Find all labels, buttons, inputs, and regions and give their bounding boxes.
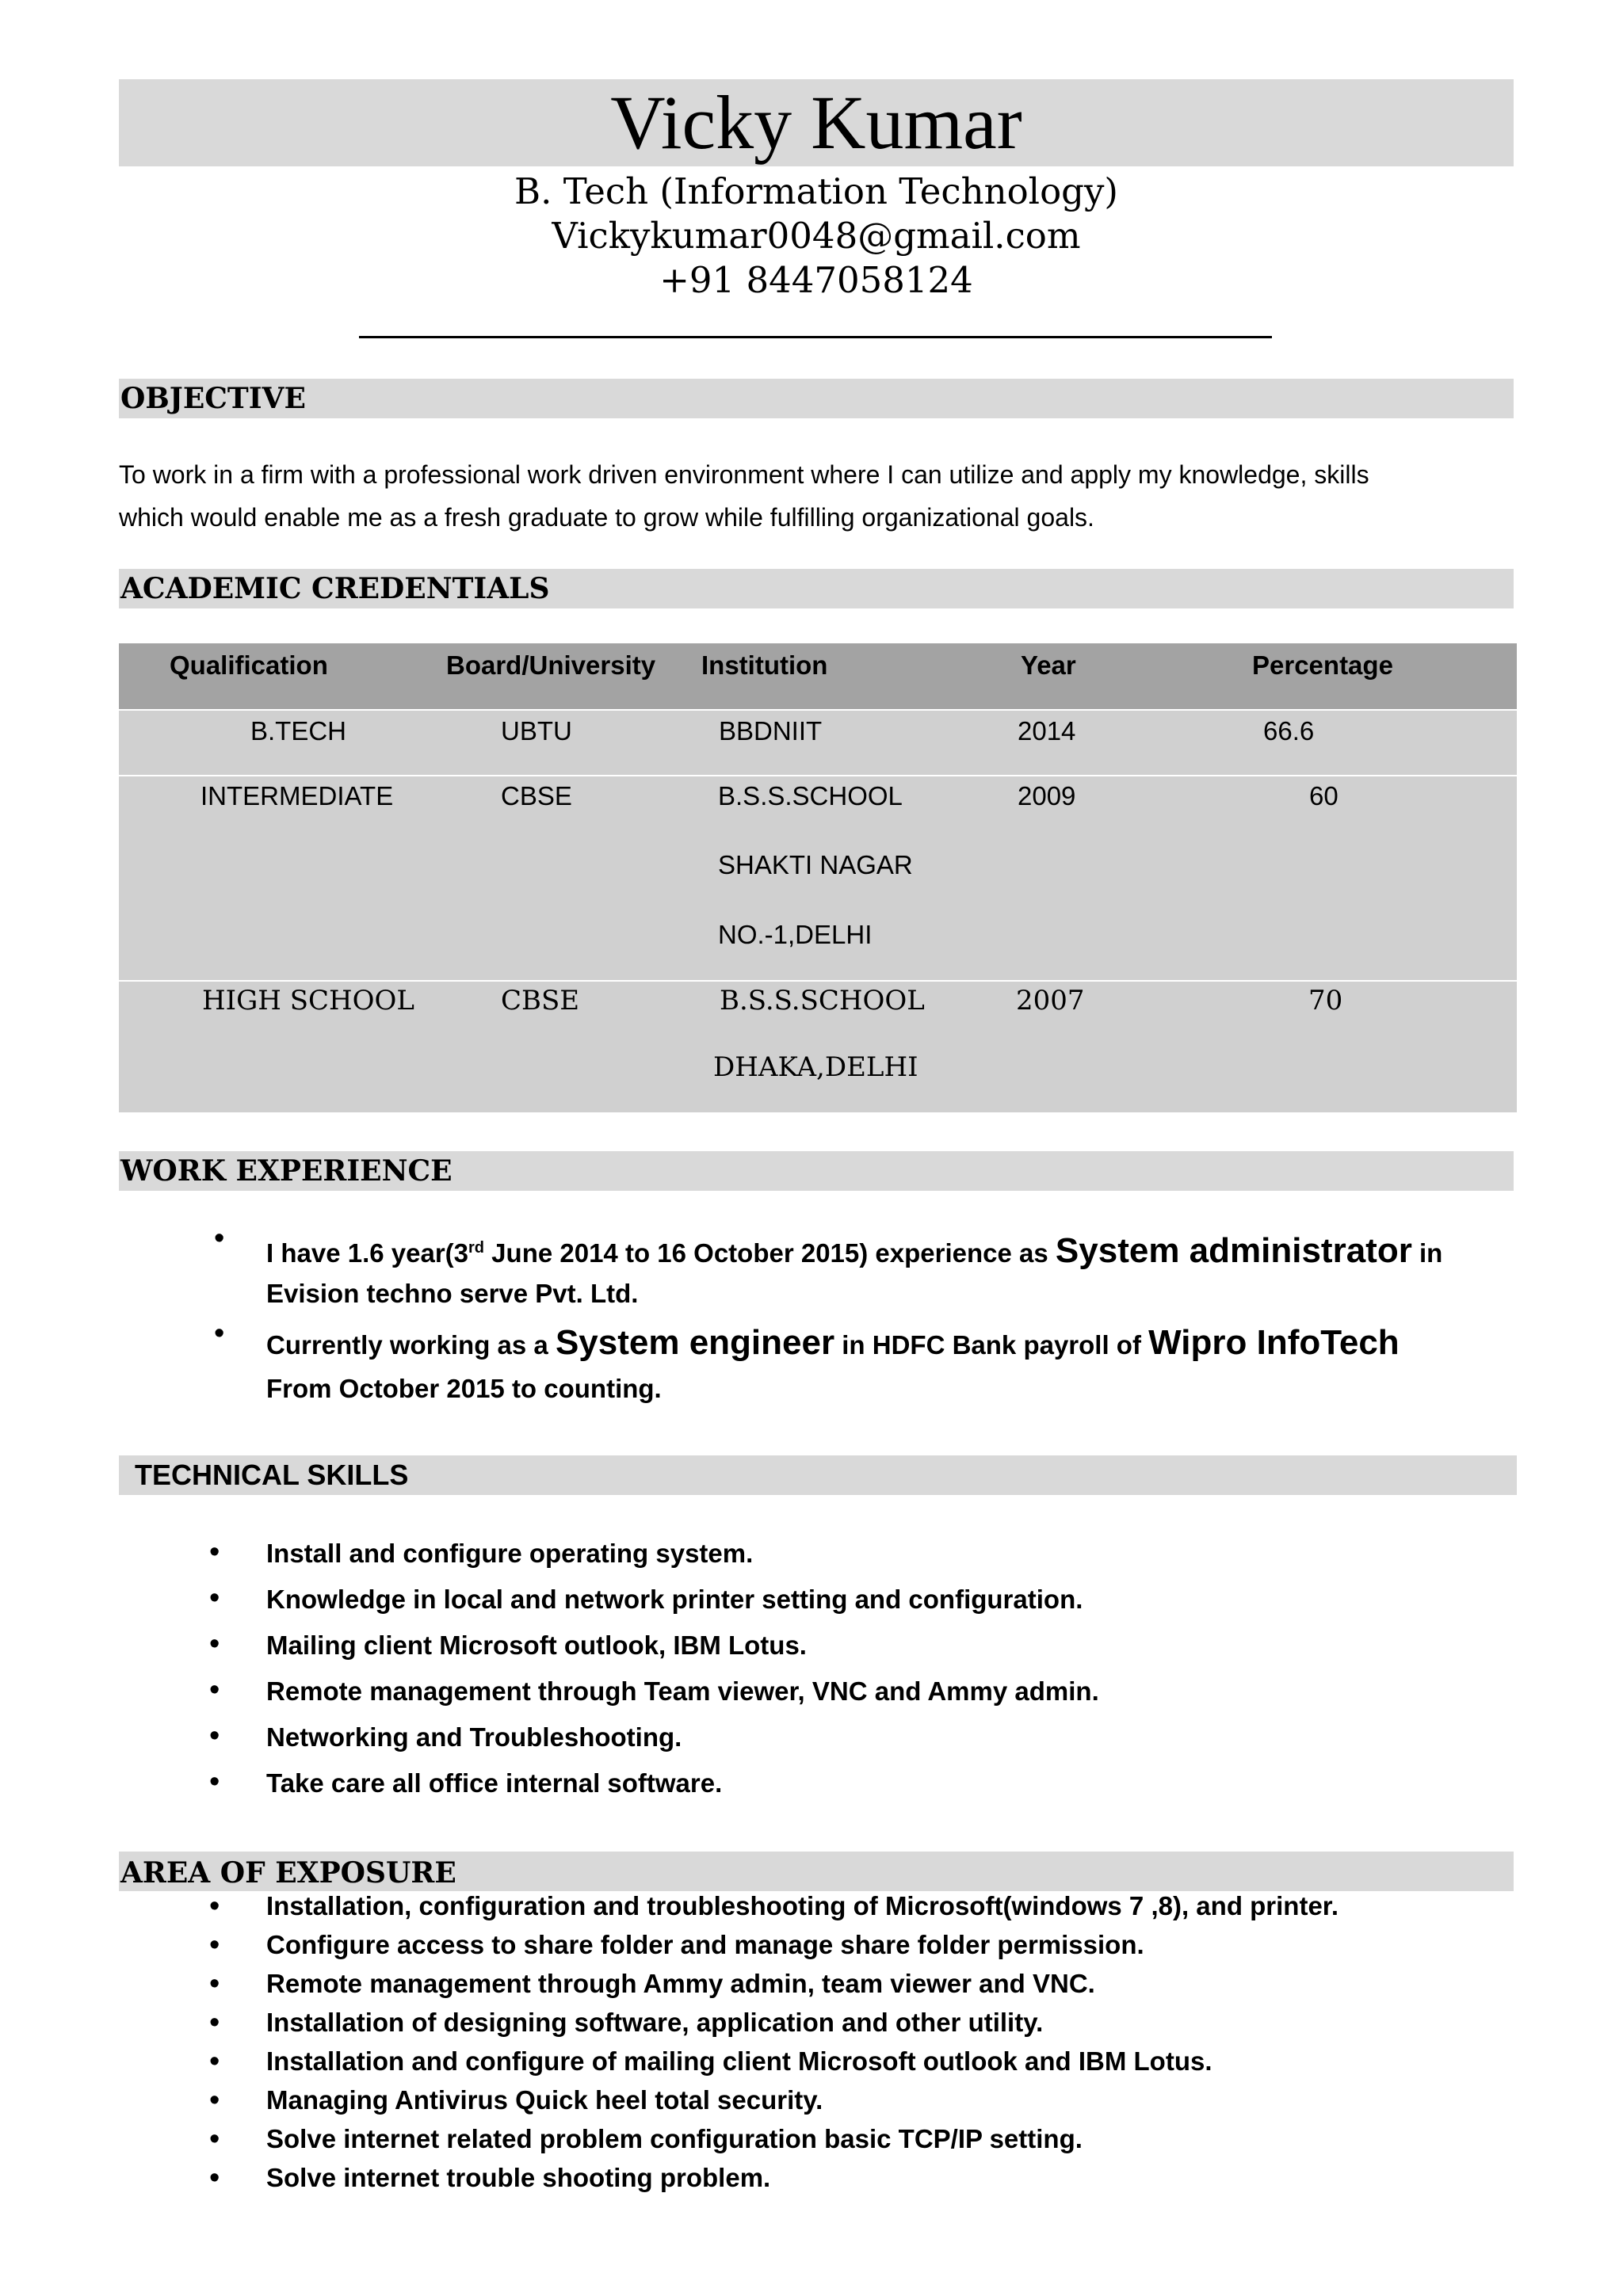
cell-percentage: 60 [1309, 781, 1338, 810]
exposure-item: • Configure access to share folder and manage share folder permission. [209, 1928, 1144, 1962]
work-item-1 [266, 1224, 1442, 1277]
academics-title: ACADEMIC CREDENTIALS [120, 572, 550, 605]
skills-item-text: Remote management through Team viewer, VNC and Ammy admin. [266, 1676, 1099, 1706]
work-item-2-role: System engineer [555, 1323, 835, 1362]
work-item-1-text: June 2014 to 16 October 2015) experience as [484, 1238, 1056, 1268]
cell-board: CBSE [501, 985, 580, 1016]
exposure-item-text: Installation and configure of mailing client Microsoft outlook and IBM Lotus. [266, 2046, 1212, 2076]
work-item-1-line-2: Evision techno serve Pvt. Ltd. [266, 1279, 639, 1308]
exposure-item-text: Installation of designing software, application and other utility. [266, 2008, 1044, 2037]
work-item-2-company: Wipro InfoTech [1148, 1323, 1400, 1362]
header-divider [359, 336, 1272, 338]
exposure-item: • Solve internet trouble shooting problem. [209, 2161, 771, 2195]
candidate-name: Vicky Kumar [610, 80, 1022, 165]
exposure-item: • Installation, configuration and troubleshooting of Microsoft(windows 7 ,8), and printer. [209, 1890, 1338, 1923]
cell-institution: SHAKTI NAGAR [718, 850, 913, 879]
col-year: Year [1021, 650, 1076, 680]
exposure-item-text: Configure access to share folder and manage share folder permission. [266, 1930, 1144, 1959]
exposure-item: • Installation of designing software, application and other utility. [209, 2006, 1044, 2039]
cell-board: CBSE [501, 781, 572, 810]
skills-item: • Remote management through Team viewer, VNC and Ammy admin. [209, 1673, 1099, 1707]
exposure-title: AREA OF EXPOSURE [120, 1856, 456, 1890]
cell-qualification: INTERMEDIATE [200, 781, 394, 810]
skills-item: • Install and configure operating system. [209, 1535, 754, 1569]
exposure-item-text: Remote management through Ammy admin, team viewer and VNC. [266, 1969, 1095, 1998]
cell-qualification: HIGH SCHOOL [202, 985, 414, 1016]
work-item-2 [266, 1319, 1400, 1369]
cell-institution: B.S.S.SCHOOL [720, 985, 925, 1016]
exposure-item-text: Solve internet related problem configuration basic TCP/IP setting. [266, 2124, 1083, 2153]
degree: B. Tech (Information Technology) [514, 170, 1118, 212]
skills-list [209, 1535, 1482, 1811]
work-item-2-text: Currently working as a [266, 1330, 556, 1360]
skills-item: • Networking and Troubleshooting. [209, 1719, 682, 1753]
work-item-2-text: in HDFC Bank payroll of [834, 1330, 1149, 1360]
phone: +91 8447058124 [659, 259, 973, 301]
cell-board: UBTU [501, 716, 572, 746]
skills-item: • Take care all office internal software. [209, 1765, 723, 1798]
cell-year: 2007 [1016, 985, 1085, 1016]
row-divider [119, 709, 1517, 711]
col-qualification: Qualification [170, 650, 328, 680]
email: Vickykumar0048@gmail.com [552, 215, 1081, 257]
exposure-item-text: Installation, configuration and troubleshooting of Microsoft(windows 7 ,8), and printer. [266, 1891, 1338, 1920]
cell-institution: BBDNIIT [719, 716, 823, 746]
skills-item: • Knowledge in local and network printer setting and configuration. [209, 1581, 1083, 1615]
cell-institution: NO.-1,DELHI [718, 920, 873, 949]
work-item-1-text: in [1411, 1238, 1443, 1268]
exposure-item: • Solve internet related problem configuration basic TCP/IP setting. [209, 2122, 1083, 2156]
work-item-1-sup: rd [468, 1239, 485, 1257]
col-percentage: Percentage [1252, 650, 1393, 680]
work-item-1-text: I have 1.6 year(3 [266, 1238, 469, 1268]
cell-year: 2009 [1018, 781, 1076, 810]
exposure-list [209, 1890, 1498, 2200]
work-item-2-line-2: From October 2015 to counting. [266, 1374, 662, 1403]
work-item-1-bullet: • [214, 1222, 225, 1255]
objective-title: OBJECTIVE [120, 382, 306, 415]
skills-item-text: Knowledge in local and network printer setting and configuration. [266, 1585, 1083, 1614]
cell-qualification: B.TECH [250, 716, 347, 746]
exposure-item: • Managing Antivirus Quick heel total security. [209, 2084, 823, 2117]
work-item-2-bullet: • [214, 1317, 225, 1350]
skills-title: TECHNICAL SKILLS [135, 1459, 409, 1491]
exposure-item: • Remote management through Ammy admin, team viewer and VNC. [209, 1967, 1095, 2000]
skills-item: • Mailing client Microsoft outlook, IBM Lotus. [209, 1627, 807, 1661]
cell-institution: B.S.S.SCHOOL [718, 781, 903, 810]
cell-percentage: 70 [1308, 985, 1343, 1016]
work-item-1-role: System administrator [1055, 1231, 1412, 1270]
col-board: Board/University [446, 650, 656, 680]
skills-item-text: Install and configure operating system. [266, 1539, 754, 1568]
exposure-item-text: Managing Antivirus Quick heel total security. [266, 2085, 823, 2115]
objective-text [119, 453, 1522, 539]
cell-year: 2014 [1018, 716, 1076, 746]
skills-item-text: Take care all office internal software. [266, 1768, 723, 1798]
skills-item-text: Mailing client Microsoft outlook, IBM Lotus. [266, 1630, 807, 1660]
objective-line-2: which would enable me as a fresh graduate to grow while fulfilling organizational goals. [119, 503, 1094, 532]
work-title: WORK EXPERIENCE [120, 1154, 453, 1188]
objective-line-1: To work in a firm with a professional work driven environment where I can utilize and apply my knowledge, skills [119, 460, 1369, 489]
objective-band [119, 379, 1514, 418]
cell-institution: DHAKA,DELHI [713, 1051, 918, 1083]
exposure-item: • Installation and configure of mailing client Microsoft outlook and IBM Lotus. [209, 2045, 1212, 2078]
col-institution: Institution [701, 650, 828, 680]
exposure-item-text: Solve internet trouble shooting problem. [266, 2163, 771, 2192]
cell-percentage: 66.6 [1263, 716, 1315, 746]
skills-item-text: Networking and Troubleshooting. [266, 1722, 682, 1752]
